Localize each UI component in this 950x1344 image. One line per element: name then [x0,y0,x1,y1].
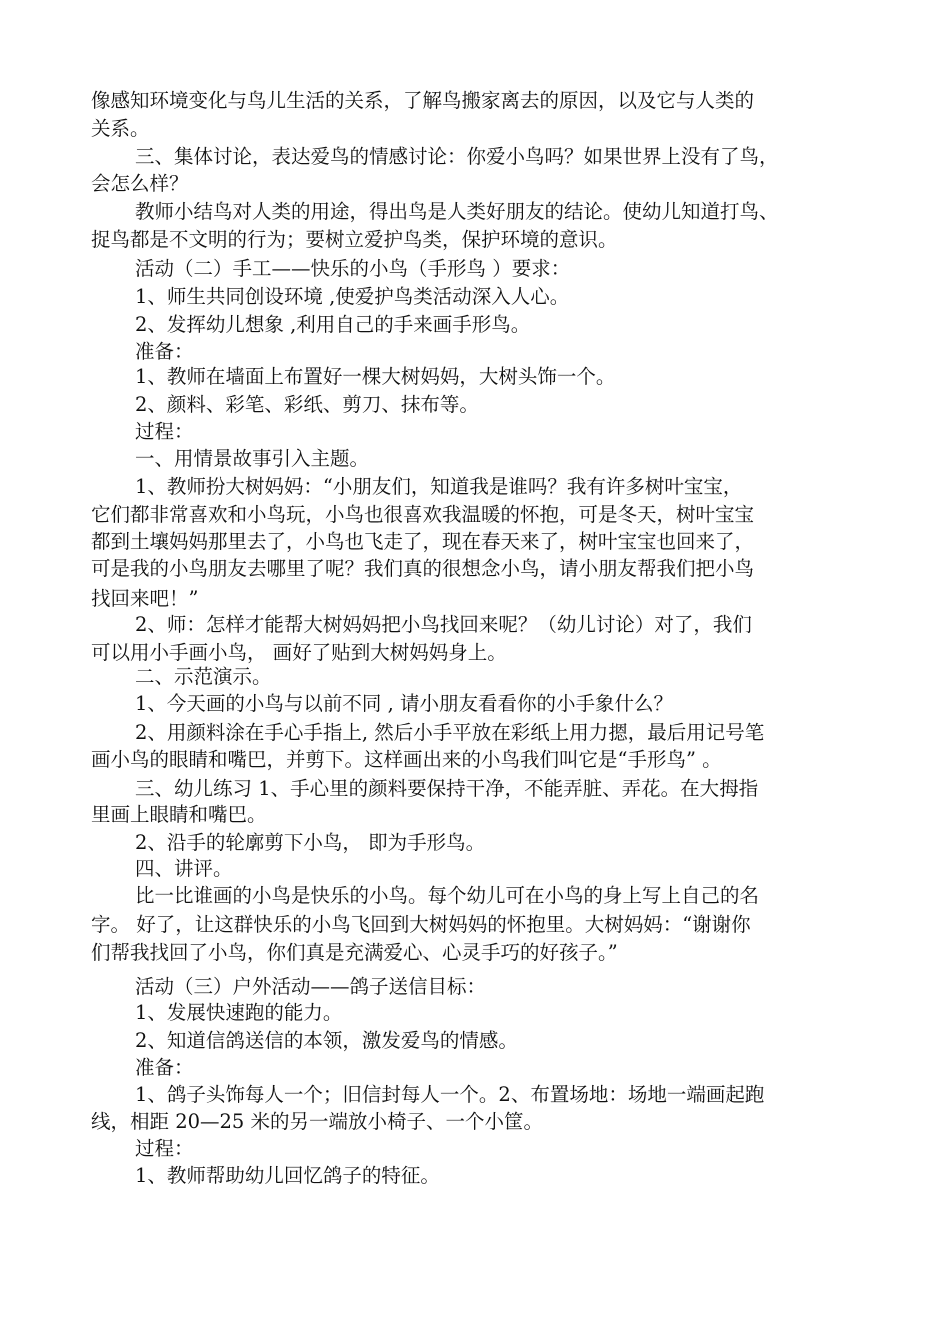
text-line: 1、今天画的小鸟与以前不同 , 请小朋友看看你的小手象什么？ [135,692,674,715]
text-line: 2、颜料、彩笔、彩纸、剪刀、抹布等。 [135,393,479,416]
text-line: 二、示范演示。 [135,665,272,688]
text-line: 2、沿手的轮廓剪下小鸟， 即为手形鸟。 [135,831,486,854]
text-line: 找回来吧！” [91,587,199,610]
text-line: 捉鸟都是不文明的行为；要树立爱护鸟类，保护环境的意识。 [91,228,618,251]
text-line: 四、讲评。 [135,857,233,880]
text-line: 都到土壤妈妈那里去了，小鸟也飞走了，现在春天来了，树叶宝宝也回来了， [91,530,755,553]
text-line: 1、教师在墙面上布置好一棵大树妈妈，大树头饰一个。 [135,365,616,388]
text-line: 它们都非常喜欢和小鸟玩，小鸟也很喜欢我温暖的怀抱，可是冬天，树叶宝宝 [91,503,755,526]
text-line: 线，相距 20—25 米的另一端放小椅子、一个小筐。 [91,1110,544,1133]
text-line: 里画上眼睛和嘴巴。 [91,803,267,826]
text-line: 1、发展快速跑的能力。 [135,1001,343,1024]
text-line: 1、师生共同创设环境 ,使爱护鸟类活动深入人心。 [135,285,570,308]
text-line: 准备： [135,340,194,363]
text-line: 可以用小手画小鸟， 画好了贴到大树妈妈身上。 [91,641,507,664]
text-line: 活动（三）户外活动——鸽子送信目标： [135,975,487,998]
text-line: 画小鸟的眼睛和嘴巴，并剪下。这样画出来的小鸟我们叫它是“手形鸟” 。 [91,748,722,771]
text-line: 2、知道信鸽送信的本领，激发爱鸟的情感。 [135,1029,518,1052]
text-line: 活动（二）手工——快乐的小鸟（手形鸟 ）要求： [135,257,571,280]
text-line: 比一比谁画的小鸟是快乐的小鸟。每个幼儿可在小鸟的身上写上自己的名 [135,884,760,907]
text-line: 2、发挥幼儿想象 ,利用自己的手来画手形鸟。 [135,313,531,336]
text-line: 三、集体讨论，表达爱鸟的情感讨论：你爱小鸟吗？如果世界上没有了鸟， [135,145,779,168]
text-line: 过程： [135,1137,194,1160]
text-line: 1、教师扮大树妈妈：“小朋友们，知道我是谁吗？我有许多树叶宝宝， [135,475,743,498]
text-line: 1、教师帮助幼儿回忆鸽子的特征。 [135,1164,440,1187]
text-line: 三、幼儿练习 1、手心里的颜料要保持干净，不能弄脏、弄花。在大拇指 [135,777,759,800]
text-line: 像感知环境变化与鸟儿生活的关系，了解鸟搬家离去的原因，以及它与人类的 [91,89,755,112]
text-line: 们帮我找回了小鸟，你们真是充满爱心、心灵手巧的好孩子。” [91,941,618,964]
text-line: 准备： [135,1056,194,1079]
text-line: 一、用情景故事引入主题。 [135,447,370,470]
text-line: 2、用颜料涂在手心手指上, 然后小手平放在彩纸上用力摁，最后用记号笔 [135,721,765,744]
text-line: 会怎么样？ [91,172,189,195]
text-line: 1、鸽子头饰每人一个；旧信封每人一个。2、布置场地：场地一端画起跑 [135,1083,765,1106]
text-line: 可是我的小鸟朋友去哪里了呢？我们真的很想念小鸟，请小朋友帮我们把小鸟 [91,557,755,580]
text-line: 字。 好了，让这群快乐的小鸟飞回到大树妈妈的怀抱里。大树妈妈：“谢谢你 [91,913,751,936]
text-line: 关系。 [91,117,150,140]
text-line: 过程： [135,420,194,443]
text-line: 2、师：怎样才能帮大树妈妈把小鸟找回来呢？（幼儿讨论）对了，我们 [135,613,752,636]
text-line: 教师小结鸟对人类的用途，得出鸟是人类好朋友的结论。使幼儿知道打鸟、 [135,200,779,223]
